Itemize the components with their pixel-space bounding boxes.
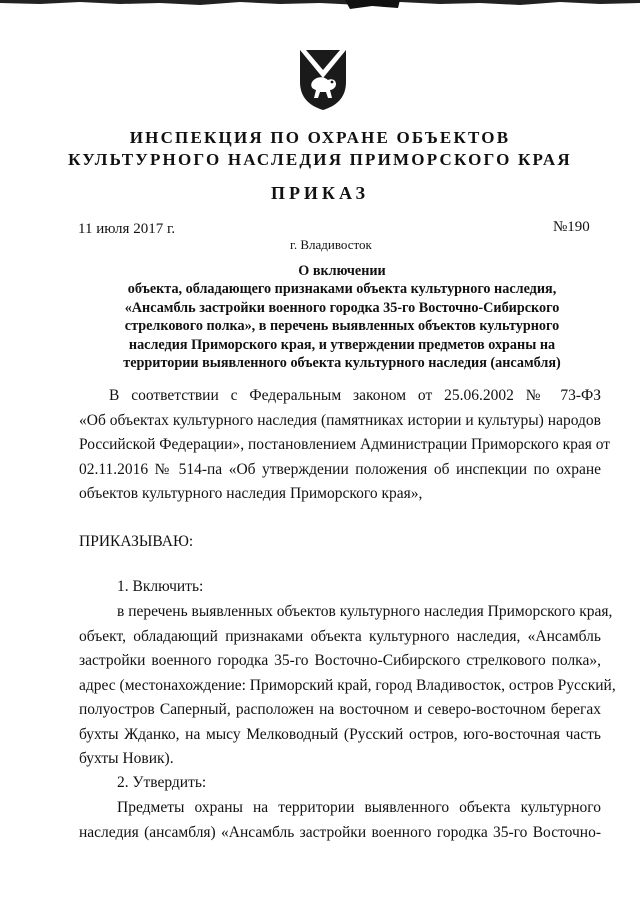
item2-line: Предметы охраны на территории выявленного объекта культурного [117,799,601,816]
item1-line: застройки военного городка 35-го Восточно-Сибирского стрелкового полка», [79,652,601,669]
subject-line: «Ансамбль застройки военного городка 35-го Восточно-Сибирского [124,299,560,316]
preamble-line: 02.11.2016 № 514-па «Об утверждении положения об инспекции по охране [79,460,601,478]
item1-paragraph [79,600,616,772]
item1-line: адрес (местонахождение: Приморский край, город Владивосток, остров Русский, [79,676,616,694]
item1-heading: 1. Включить: [117,578,204,595]
item2-line: наследия (ансамбля) «Ансамбль застройки военного городка 35-го Восточно- [79,823,601,841]
preamble-line: В соответствии с Федеральным законом от 25.06.2002 № 73-ФЗ [109,387,601,404]
scan-top-edge [0,0,640,12]
preamble-line: Российской Федерации», постановлением Администрации Приморского края от [79,436,611,453]
subject-line: территории выявленного объекта культурного наследия (ансамбля) [123,355,561,372]
subject-line: объекта, обладающего признаками объекта культурного наследия, [127,281,557,298]
item2-paragraph [79,796,601,845]
item1-line: объект, обладающий признаками объекта культурного наследия, «Ансамбль [79,627,601,645]
order-city: г. Владивосток [290,237,372,252]
order-subject [98,262,586,372]
item1-line: бухты Жданко, на мысу Мелководный (Русский остров, юго-восточная часть [79,725,601,743]
order-date: 11 июля 2017 г. [78,221,176,237]
preamble-paragraph [79,384,611,507]
item1-line: в перечень выявленных объектов культурного наследия Приморского края, [117,603,613,620]
item1-line: бухты Новик). [79,750,174,767]
document-type-title: ПРИКАЗ [270,183,370,203]
preamble-line: объектов культурного наследия Приморского края», [79,485,423,502]
subject-line: наследия Приморского края, и утверждении предметов охраны на [128,336,556,353]
preamble-line: «Об объектах культурного наследия (памятниках истории и культуры) народов [79,411,601,429]
agency-name-line1: ИНСПЕКЦИЯ ПО ОХРАНЕ ОБЪЕКТОВ [129,128,511,147]
primorsky-coat-of-arms-icon [298,48,348,112]
subject-line: О включении [298,263,386,279]
order-directive: ПРИКАЗЫВАЮ: [79,533,194,550]
order-number: №190 [553,219,590,235]
item1-line: полуостров Саперный, расположен на восточном и северо-восточном берегах [79,701,601,718]
item2-heading: 2. Утвердить: [117,774,207,791]
subject-line: стрелкового полка», в перечень выявленных объектов культурного [124,318,560,335]
agency-name-line2: КУЛЬТУРНОГО НАСЛЕДИЯ ПРИМОРСКОГО КРАЯ [68,150,572,169]
